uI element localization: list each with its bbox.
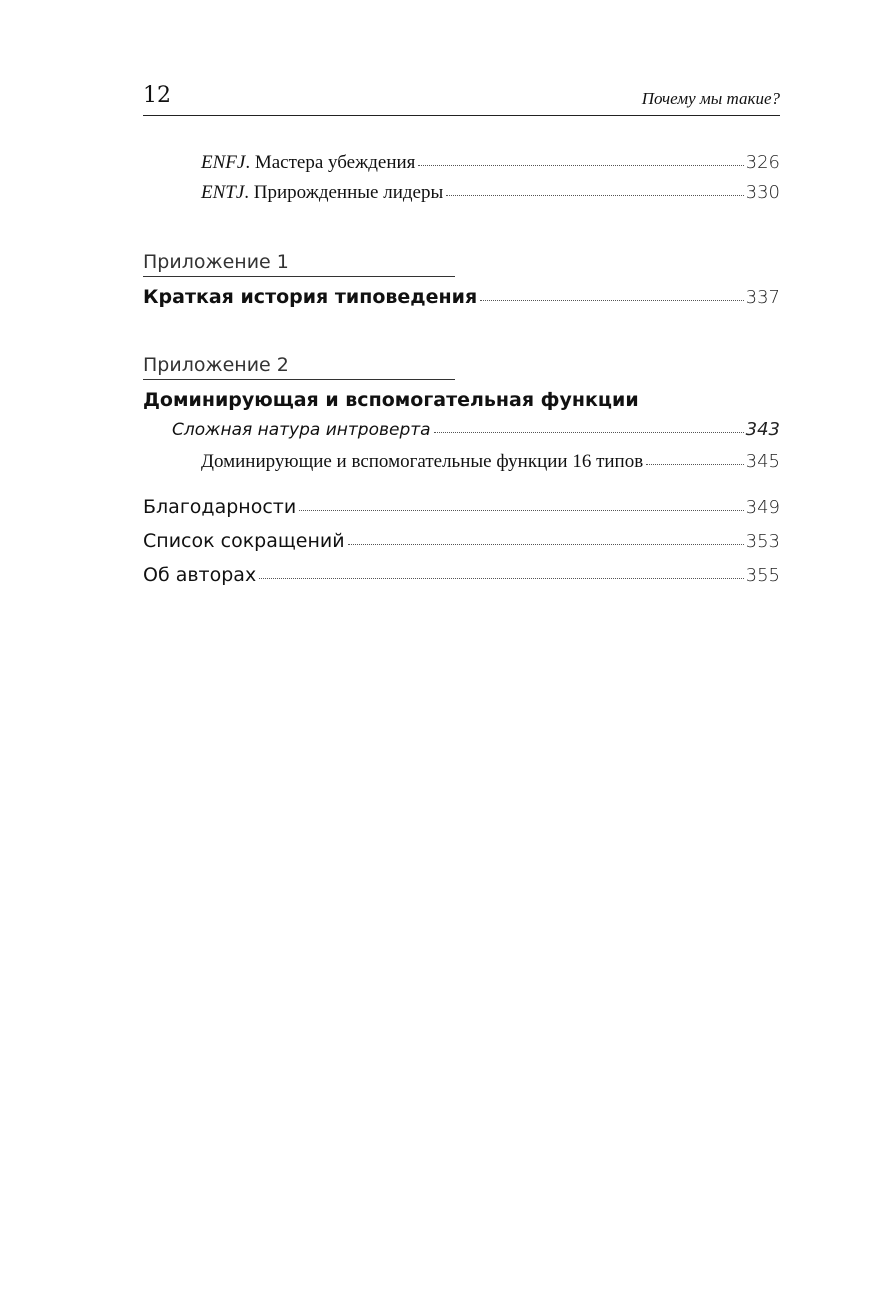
appendix-1-heading: Приложение 1 [143, 249, 455, 277]
dot-leader [434, 432, 744, 433]
page-number: 12 [143, 83, 171, 108]
toc-entry-acknowledgements[interactable] [143, 494, 780, 521]
toc-entry-abbreviations[interactable] [143, 528, 780, 555]
header-rule [143, 115, 780, 116]
type-code: ENFJ [201, 152, 246, 173]
type-code: ENTJ [201, 182, 245, 203]
appendix-2-heading: Приложение 2 [143, 352, 455, 380]
dot-leader [299, 510, 743, 511]
page-ref: 343 [745, 419, 780, 440]
dot-leader [348, 544, 744, 545]
entry-title: Список сокращений [143, 530, 345, 552]
entry-title: Краткая история типоведения [143, 286, 478, 308]
running-title: Почему мы такие? [641, 89, 780, 108]
entry-title: Сложная натура интроверта [172, 420, 431, 440]
dot-leader [446, 195, 743, 196]
page-ref: 345 [745, 451, 780, 472]
appendix-2-title: Доминирующая и вспомогательная функции [143, 389, 639, 411]
toc-entry-enfj[interactable] [201, 150, 780, 176]
toc-entry-16-types-functions[interactable] [201, 449, 780, 475]
dot-leader [480, 300, 743, 301]
dot-leader [418, 165, 743, 166]
entry-title: Благодарности [143, 496, 297, 518]
toc-entry-entj[interactable] [201, 180, 780, 206]
page-ref: 330 [745, 182, 780, 203]
toc-entry-introvert[interactable] [172, 418, 780, 442]
entry-title: . Мастера убеждения [245, 152, 416, 173]
toc-entry-typology-history[interactable] [143, 284, 780, 311]
dot-leader [259, 578, 743, 579]
toc-entry-label [201, 150, 415, 176]
toc-entry-authors[interactable] [143, 562, 780, 589]
toc-entry-label [201, 180, 443, 206]
page-ref: 337 [745, 287, 780, 308]
page-ref: 326 [745, 152, 780, 173]
page-ref: 353 [745, 531, 780, 552]
entry-title: Об авторах [143, 564, 257, 586]
entry-title: Доминирующие и вспомогательные функции 16 типов [201, 451, 644, 472]
dot-leader [646, 464, 743, 465]
page-ref: 349 [745, 497, 780, 518]
entry-title: . Прирожденные лидеры [244, 182, 444, 203]
page-ref: 355 [745, 565, 780, 586]
